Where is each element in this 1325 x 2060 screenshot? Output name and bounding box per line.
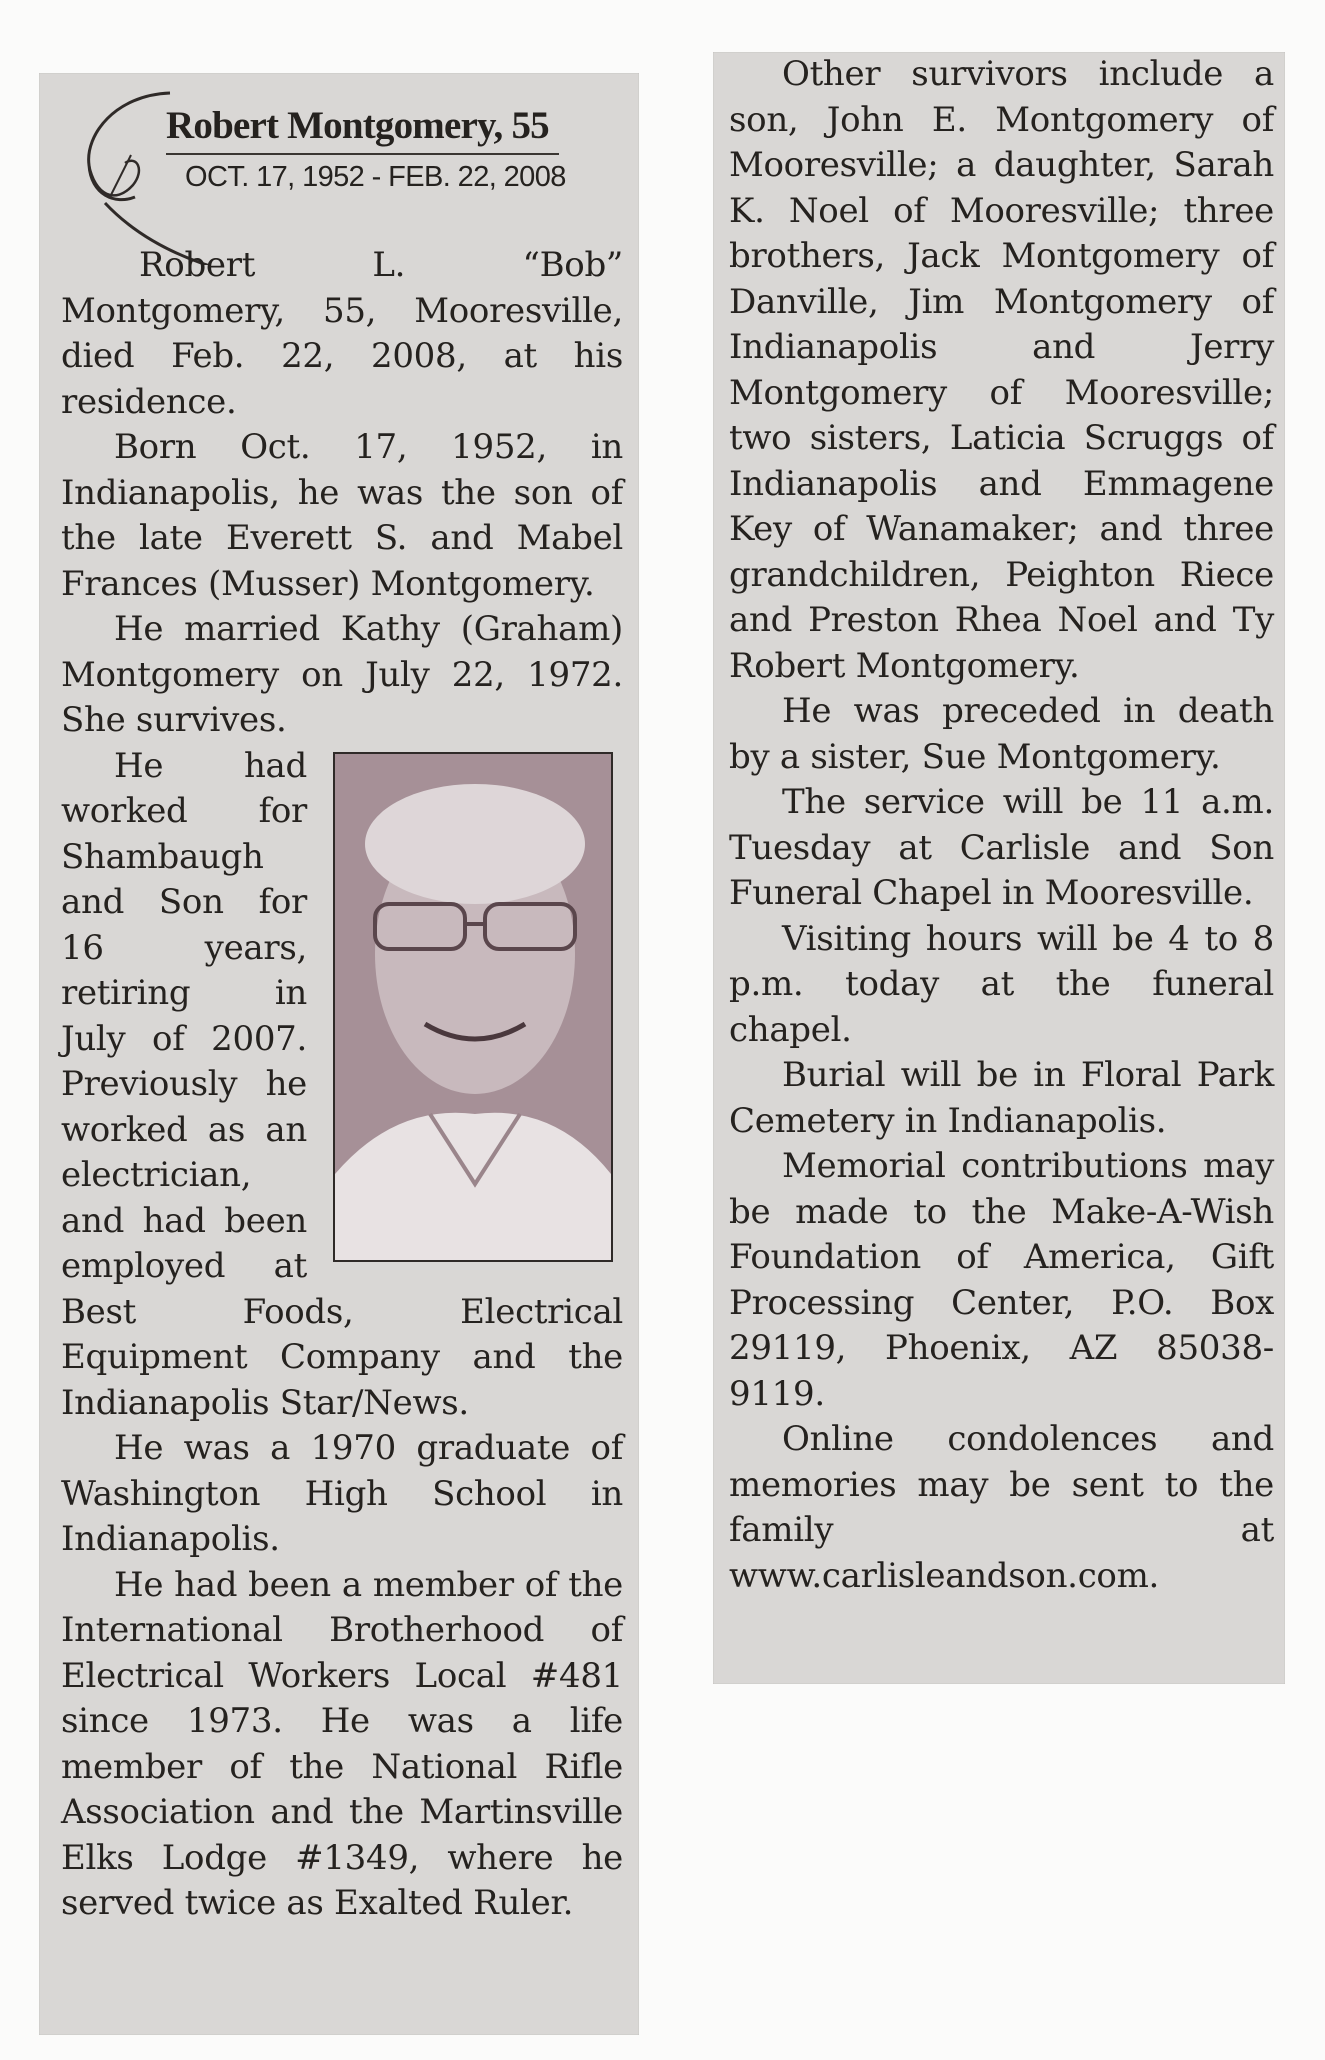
obituary-photo [333,752,613,1262]
paragraph-burial: Burial will be in Floral Park Cemetery in Indianapolis. [729,1055,1274,1141]
paragraph-condolences: Online condolences and memories may be sent to the family at www.carlisleandson.com. [729,1419,1274,1596]
paragraph-service: The service will be 11 a.m. Tuesday at Carlisle and Son Funeral Chapel in Mooresville. [729,782,1274,913]
paragraph-marriage: He married Kathy (Graham) Montgomery on July 22, 1972. She survives. [61,609,623,740]
paragraph-birth: Born Oct. 17, 1952, in Indianapolis, he was the son of the late Everett S. and Mabel Frances (Musser) Montgomery. [61,427,623,604]
obituary-name-heading: Robert Montgomery, 55 [166,104,549,147]
paragraph-visiting: Visiting hours will be 4 to 8 p.m. today at the funeral chapel. [729,918,1274,1050]
paragraph-preceded: He was preceded in death by a sister, Sue Montgomery. [729,691,1274,777]
left-column-text [61,243,623,1927]
right-column-text [729,52,1274,1599]
paragraph-death-notice: Robert L. “Bob” Montgomery, 55, Mooresville, died Feb. 22, 2008, at his residence. [61,245,623,422]
paragraph-education: He was a 1970 graduate of Washington High School in Indianapolis. [61,1428,623,1559]
portrait-photo-icon [335,754,611,1260]
obituary-dates: OCT. 17, 1952 - FEB. 22, 2008 [185,161,566,193]
paragraph-memberships: He had been a member of the International Brotherhood of Electrical Workers Local #481 since 1973. He was a life member of the National Rifle Association and the Martinsville Elks Lodge #1349, where he served twice as Exalted Ruler. [61,1564,623,1923]
obituary-clipping-right [713,52,1285,1684]
heading-divider [166,153,559,155]
paragraph-career: He had worked for Shambaugh and Son for 16 years, retiring in July of 2007. Previously he worked as an electrician, and had been employed at Best Foods, Electrical Equipment Company and the Indianapolis Star/News. [61,745,623,1423]
paragraph-memorials: Memorial contributions may be made to the Make-A-Wish Foundation of America, Gift Processing Center, P.O. Box 29119, Phoenix, AZ 85038-9119. [729,1146,1274,1414]
paragraph-survivors: Other survivors include a son, John E. Montgomery of Mooresville; a daughter, Sarah K. Noel of Mooresville; three brothers, Jack Montgomery of Danville, Jim Montgomery of Indianapolis and Jerry Montgomery of Mooresville; two sisters, Laticia Scruggs of Indianapolis and Emmagene Key of Wanamaker; and three grandchildren, Peighton Riece and Preston Rhea Noel and Ty Robert Montgomery. [729,54,1274,686]
obituary-clipping-left [39,73,639,2035]
